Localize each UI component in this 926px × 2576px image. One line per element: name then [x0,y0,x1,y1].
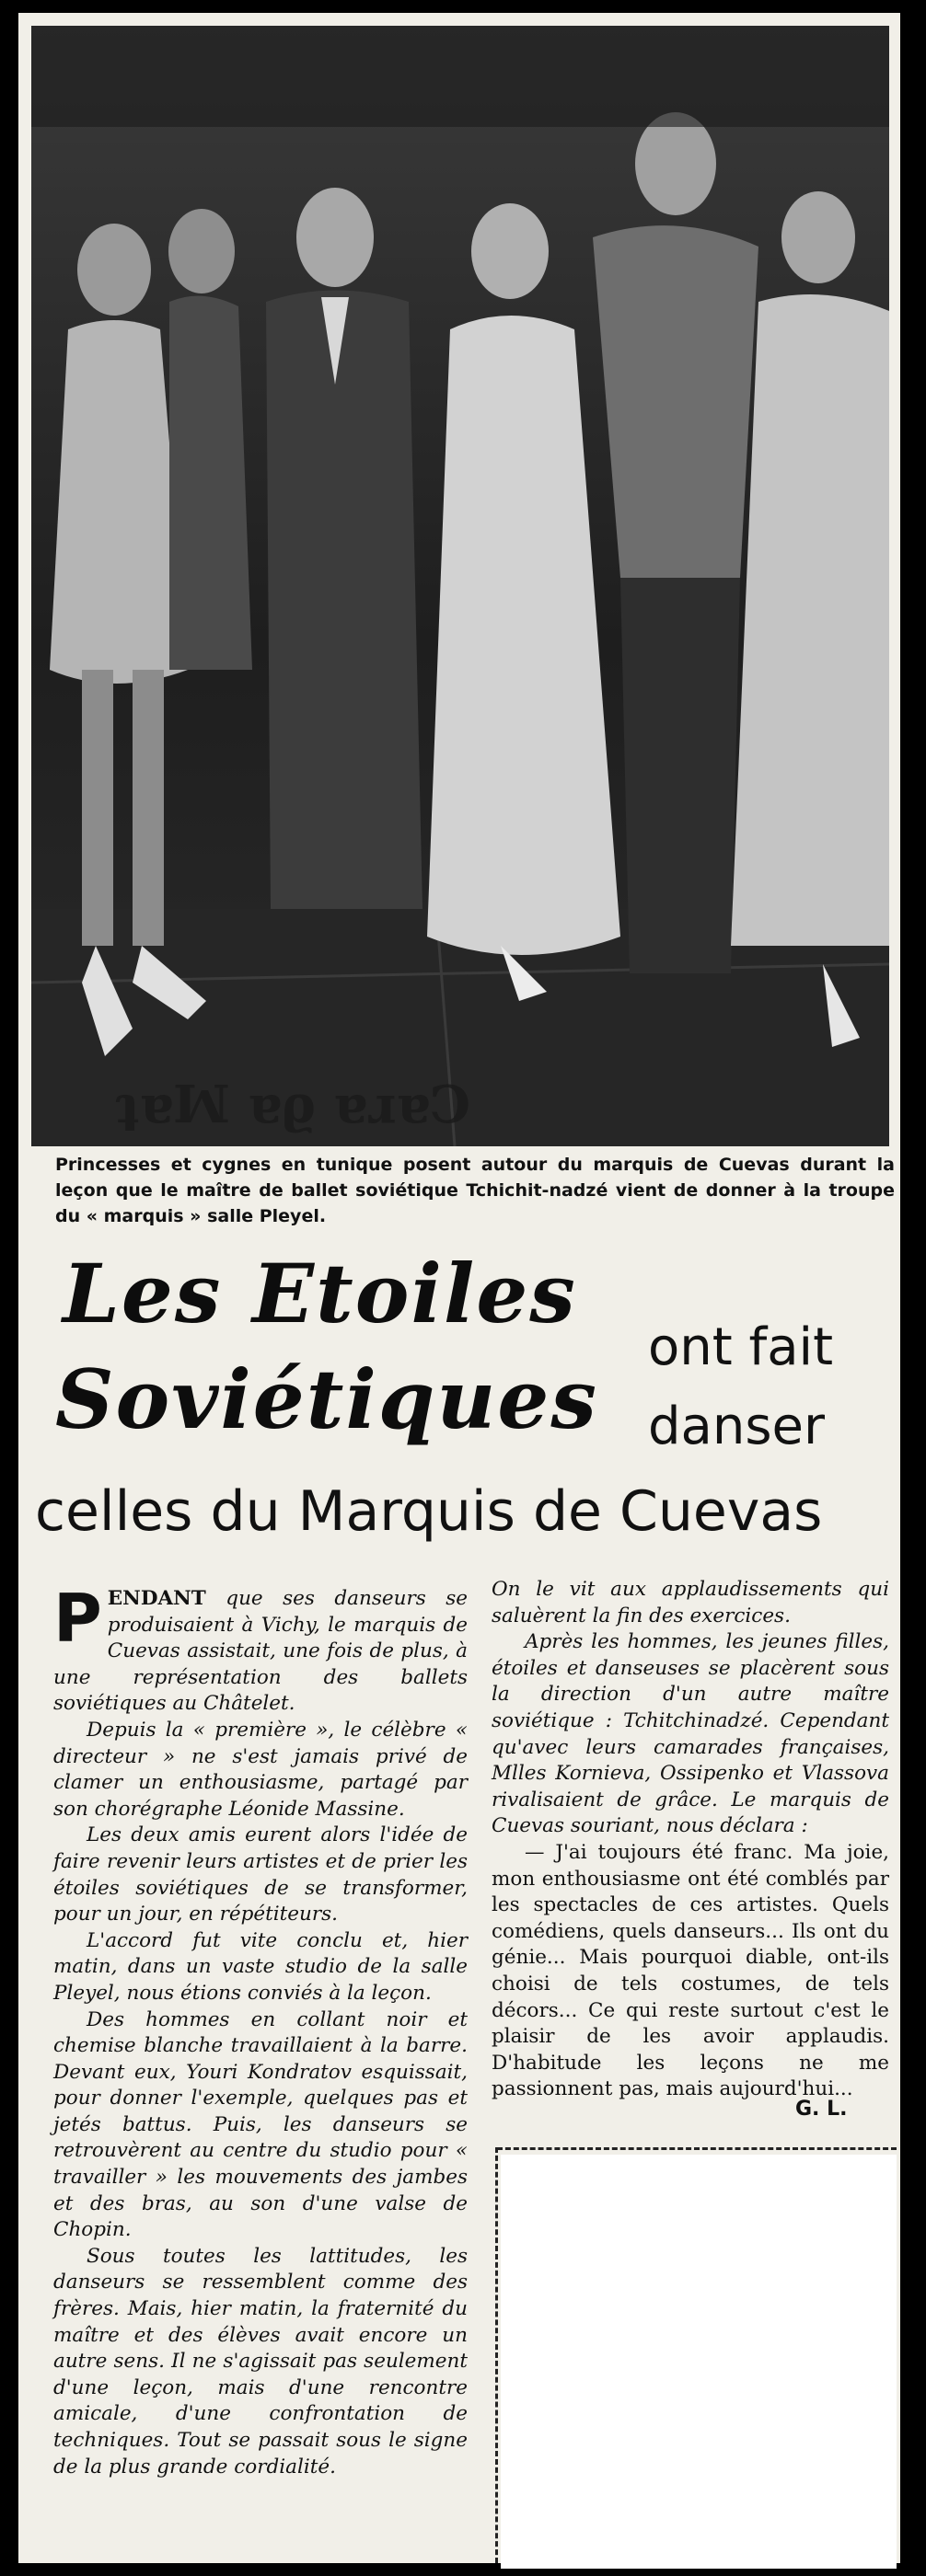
drop-cap: P [53,1580,102,1657]
photo-caption: Princesses et cygnes en tunique posent autour du marquis de Cuevas durant la leçon que le maître de ballet soviétique Tchichit-nadzé vient de donner à la troupe du « marquis » salle Pleyel. [55,1155,895,1226]
headline-sub-3: celles du Marquis de Cuevas [35,1479,823,1544]
svg-text:ʇɐꟽ ɐϱ ɐɹɐϽ: ʇɐꟽ ɐϱ ɐɹɐϽ [114,1075,471,1135]
article-paragraph: Depuis la « première », le célèbre « directeur » ne s'est jamais privé de clamer un enthousiasme, partagé par son chorégraphe Léonide Massine. [53,1718,468,1821]
headline-line-1: Les Etoiles [63,1246,577,1341]
paragraph-text: que ses danseurs se produisaient à Vichy, le marquis de Cuevas assistait, une fois de plus, à une représentation des ballets soviétiques au Châtelet. [53,1587,468,1716]
news-photo [31,26,889,1146]
author-signature: G. L. [795,2098,848,2121]
headline-line-2: Soviétiques [55,1351,598,1447]
blank-paper-area [501,2155,897,2569]
article-column-2 [492,1577,889,2103]
photo-dancers-illustration [31,26,889,1146]
article-paragraph: Les deux amis eurent alors l'idée de faire revenir leurs artistes et de prier les étoiles soviétiques de se transformer, pour un jour, en répétiteurs. [53,1823,468,1926]
headline-sub-2: danser [648,1397,826,1456]
article-paragraph: On le vit aux applaudissements qui saluèrent la fin des exercices. [492,1578,889,1627]
lead-word: ENDANT [107,1587,206,1610]
article-paragraph: L'accord fut vite conclu et, hier matin, dans un vaste studio de la salle Pleyel, nous étions conviés à la leçon. [53,1928,468,2005]
headline-sub-1: ont fait [648,1317,834,1377]
newspaper-clipping [18,13,900,2563]
article-paragraph [53,1580,468,1718]
clipping-cut-edge-vertical [495,2147,500,2563]
article-paragraph: Après les hommes, les jeunes filles, étoiles et danseuses se placèrent sous la direction d'un autre maître soviétique : Tchitchinadzé. Cependant qu'avec leurs camarades françaises, Mlles Kornieva, Ossipenko et Vlassova rivalisaient de grâce. Le marquis de Cuevas souriant, nous déclara : [492,1630,889,1838]
article-paragraph: Sous toutes les lattitudes, les danseurs se ressemblent comme des frères. Mais, hier matin, la fraternité du maître et des élèves avait encore un autre sens. Il ne s'agissait pas seulement d'une leçon, mais d'une rencontre amicale, d'une confrontation de techniques. Tout se passait sous le signe de la plus grande cordialité. [53,2244,468,2478]
article-paragraph: Des hommes en collant noir et chemise blanche travaillaient à la barre. Devant eux, Youri Kondratov esquissait, pour donner l'exemple, quelques pas et jetés battus. Puis, les danseurs se retrouvèrent au centre du studio pour « travailler » les mouvements des jambes et des bras, au son d'une valse de Chopin. [53,2007,468,2242]
clipping-cut-edge-horizontal [497,2147,897,2152]
article-quote: — J'ai toujours été franc. Ma joie, mon enthousiasme ont été comblés par les spectacles de ces artistes. Quels comédiens, quels danseurs... Ils ont du génie... Mais pourquoi diable, ont-ils choisi de tels costumes, de tels décors... Ce qui reste surtout c'est le plaisir de les avoir applaudis. D'habitude les leçons ne me passionnent pas, mais aujourd'hui... [492,1840,889,2101]
article-column-1 [53,1580,468,2480]
